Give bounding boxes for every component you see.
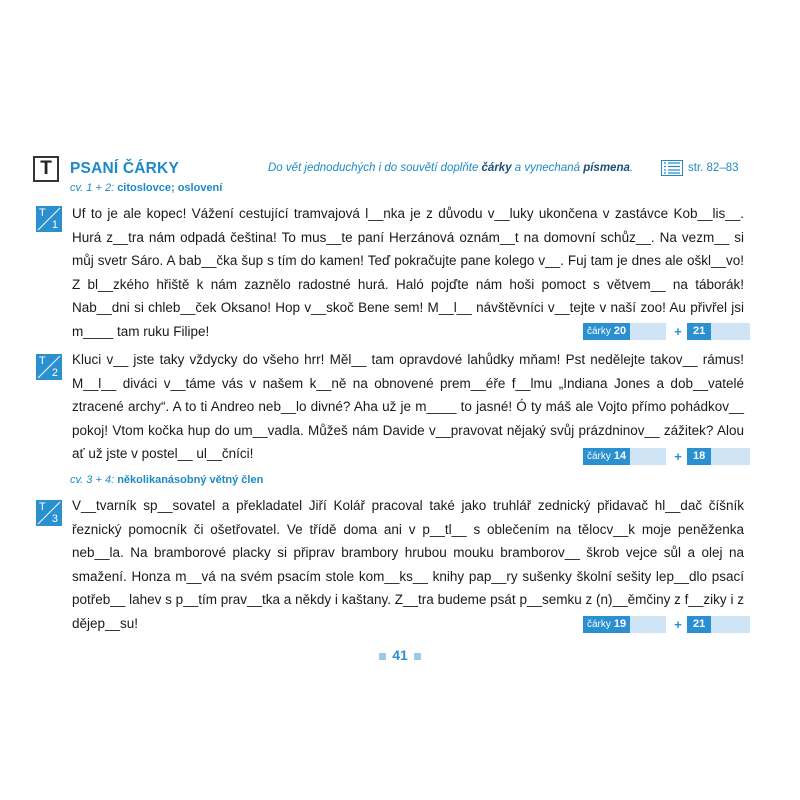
exercise-text-1: Uf to je ale kopec! Vážení cestující tramvajová l__nka je z důvodu v__luky ukončena v zastávce Kob__lis__. Hurá z__tra nám odpadá čeština! To mus__te paní Herzánová oznám__t na domovní schůz__. Na vezm__ si můj svetr Sáro. A bab__čka šup s tím do kamen! Teď pokračujte pane kolego v__. Fuj tam je dnes ale oškl__vo! Z bl__zkého hřiště k nám zaznělo radostné hurá. Haló pojďte nám hoši pomoct s větvem__ na táborák! Nab__dni si chleb__ček Oksano! Hop v__skoč Bene sem! M__l__ návštěvníci v__tejte v naší zoo! Au přivřel jsi m____ tam ruku Filipe! <box>72 206 744 339</box>
page-reference: str. 82–83 <box>688 162 739 174</box>
section-heading-2: cv. 3 + 4: několikanásobný větný člen <box>70 474 264 486</box>
instruction-text: Do vět jednoduchých i do souvětí doplňte čárky a vynechaná písmena. <box>268 162 634 174</box>
exercise-text-2: Kluci v__ jste taky vždycky do všeho hrr! Měl__ tam opravdové lahůdky mňam! Pst nedělejte takov__ rámus! M__l__ diváci v__táme vás v našem k__ně na obnovené prem__éře f__lmu „Indiana Jones a dob__vatelé ztracené archy“. A to ti Andreo neb__lo divné? Aha už je m____ to jasné! Ó ty máš ale Vojto přímo pohádkov__ pokoj! Vtom kočka hup do um__vadla. Můžeš nám Davide v__pravovat nějaký svůj prázdninov__ zážitek? Alou ať už jste v postel__ ul__čníci! <box>72 352 744 462</box>
exercise-marker-1: T 1 <box>36 206 62 232</box>
decor-square-right <box>414 653 421 660</box>
page-title: PSANÍ ČÁRKY <box>70 160 179 177</box>
textbook-page: T PSANÍ ČÁRKY Do vět jednoduchých i do souvětí doplňte čárky a vynechaná písmena. str. 82–83 cv. 1 + 2: citoslovce; oslovení T 1 Uf to je ale kopec! Vážení cestující tramvajová l__nka je z důvodu v__luky ukončena v zastávce Kob__lis__. Hurá z__tra nám odpadá čeština! To mus__te paní Herzánová oznám__t na domovní schůz__. Na vezm__ si můj svetr Sáro. A bab__čka šup s tím do kamen! Teď pokračujte pane kolego v__. Fuj tam je dnes ale oškl__vo! Z bl__zkého hřiště k nám zaznělo radostné hurá. Haló pojďte nám hoši pomoct s větvem__ na táborák! Nab__dni si chleb__ček Oksano! Hop v__skoč Bene sem! M__l__ návštěvníci v__tejte v naší zoo! Au přivřel jsi m____ tam ruku Filipe! čárky 20 + 21 T 2 Kluci v__ jste taky vždycky do všeho hrr! Měl__ tam opravdové lahůdky mňam! Pst nedělejte takov__ rámus! M__l__ diváci v__táme vás v našem k__ně na obnovené prem__éře f__lmu „Indiana Jones a dob__vatelé ztracené archy“. A to ti Andreo neb__lo divné? Aha už je m____ to jasné! Ó ty máš ale Vojto přímo pohádkov__ pokoj! Vtom kočka hup do um__vadla. Můžeš nám Davide v__pravovat nějaký svůj prázdninov__ zážitek? Alou ať už jste v postel__ ul__čníci! čárky 14 + 18 cv. 3 + 4: několikanásobný větný člen T 3 V__tvarník sp__sovatel a překladatel Jiří Kolář pracoval také jako truhlář zednický přidavač hl__dač číšník řeznický pomocník či ošetřovatel. Ve třídě doma ani v p__tl__ s oblečením na tělocv__k moje peněženka neb__la. Na bramborové placky si připrav brambory hrubou mouku bramborov__ škrob vejce sůl a olej na smažení. Honza m__vá na svém psacím stole kom__ks__ knihy pap__ry sušenky školní sešity lep__dlo psací potřeb__ lahev s p__tím prav__tka a někdy i kaštany. Z__tra budeme psát p__semku z (n)__ěmčiny z f__ziky i z dějep__su! čárky 19 + 21 41 <box>0 0 800 800</box>
section-badge: T <box>33 156 59 182</box>
exercise-text-3: V__tvarník sp__sovatel a překladatel Jiří Kolář pracoval také jako truhlář zednický přidavač hl__dač číšník řeznický pomocník či ošetřovatel. Ve třídě doma ani v p__tl__ s oblečením na tělocv__k moje peněženka neb__la. Na bramborové placky si připrav brambory hrubou mouku bramborov__ škrob vejce sůl a olej na smažení. Honza m__vá na svém psacím stole kom__ks__ knihy pap__ry sušenky školní sešity lep__dlo psací potřeb__ lahev s p__tím prav__tka a někdy i kaštany. Z__tra budeme psát p__semku z (n)__ěmčiny z f__ziky i z dějep__su! <box>72 498 744 631</box>
textbook-reference-icon <box>661 160 683 176</box>
section-heading-1: cv. 1 + 2: citoslovce; oslovení <box>70 182 223 194</box>
exercise-marker-3: T 3 <box>36 500 62 526</box>
exercise-marker-2: T 2 <box>36 354 62 380</box>
decor-square-left <box>379 653 386 660</box>
page-number: 41 <box>0 647 800 663</box>
